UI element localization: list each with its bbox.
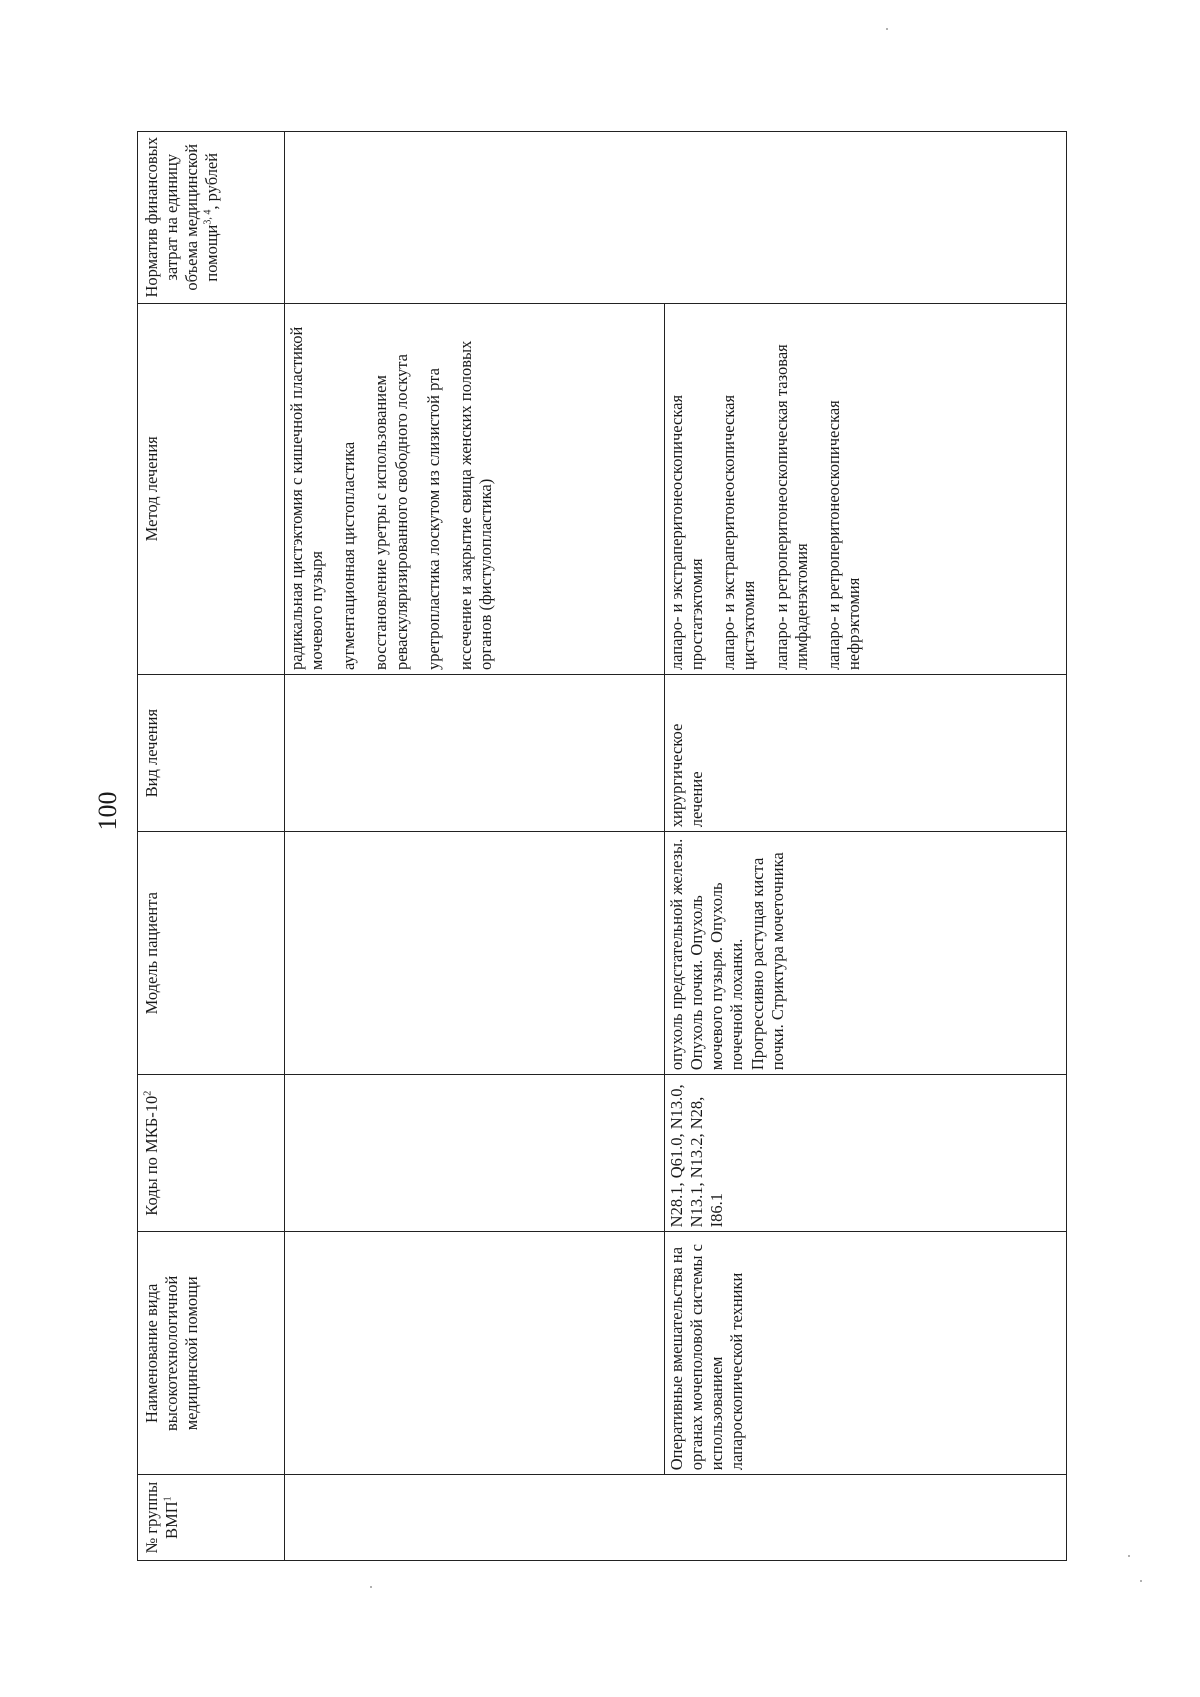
header-treatment-type: Вид лечения xyxy=(138,675,285,832)
cell-icd-codes: N28.1, Q61.0, N13.0, N13.1, N13.2, N28, I86.1 xyxy=(665,1075,1067,1232)
method-item: лапаро- и экстраперитонеоскопическая цистэктомия xyxy=(719,394,759,671)
method-item: иссечение и закрытие свища женских половых органов (фистулопластика) xyxy=(455,340,495,671)
cell-patient-model xyxy=(285,832,665,1075)
method-item: аугментационная цистопластика xyxy=(339,441,359,671)
cell-icd-codes xyxy=(285,1075,665,1232)
cell-treatment-method xyxy=(665,303,1067,675)
method-item: радикальная цистэктомия с кишечной пластикой мочевого пузыря xyxy=(287,326,327,671)
header-group-number: № группы ВМП$^1$ xyxy=(138,1475,285,1561)
cell-treatment-type xyxy=(285,675,665,832)
cell-cost-norm xyxy=(285,132,1067,304)
page-number: 100 xyxy=(93,791,122,831)
cell-vmp-name xyxy=(285,1232,665,1475)
method-item: восстановление уретры с использованием реваскуляризированного свободного лоскута xyxy=(371,354,411,671)
table-row xyxy=(665,132,1067,1561)
header-vmp-name: Наименование вида высокотехнологичной медицинской помощи xyxy=(138,1232,285,1475)
method-item: лапаро- и ретроперитонеоскопическая нефрэктомия xyxy=(823,400,863,671)
cell-group-number xyxy=(285,1475,1067,1561)
cell-vmp-name: Оперативные вмешательства на органах мочеполовой системы с использованием лапароскопической техники xyxy=(665,1232,1067,1475)
scan-speck xyxy=(370,1586,372,1588)
method-item: лапаро- и ретроперитонеоскопическая тазовая лимфаденэктомия xyxy=(771,344,811,671)
scan-speck xyxy=(1128,1555,1130,1557)
scan-speck xyxy=(886,28,888,30)
cell-patient-model: опухоль предстательной железы. Опухоль почки. Опухоль мочевого пузыря. Опухоль почечной лоханки. Прогрессивно растущая киста почки. Стриктура мочеточника xyxy=(665,832,1067,1075)
vmp-table xyxy=(137,131,1067,1561)
cell-treatment-type: хирургическое лечение xyxy=(665,675,1067,832)
table-row xyxy=(285,132,665,1561)
header-patient-model: Модель пациента xyxy=(138,832,285,1075)
header-treatment-method: Метод лечения xyxy=(138,303,285,675)
method-item: лапаро- и экстраперитонеоскопическая простатэктомия xyxy=(667,394,707,671)
header-icd-codes: Коды по МКБ-$10^2$ xyxy=(138,1075,285,1232)
cell-treatment-method xyxy=(285,303,665,675)
rotated-table-frame xyxy=(137,131,1067,1561)
method-item: уретропластика лоскутом из слизистой рта xyxy=(423,368,443,671)
scan-speck xyxy=(1140,1580,1142,1582)
header-cost-norm: Норматив финансовых затрат на единицу объема медицинской помощи$^{3, 4}$, рублей xyxy=(138,132,285,304)
table-header-row xyxy=(138,132,285,1561)
